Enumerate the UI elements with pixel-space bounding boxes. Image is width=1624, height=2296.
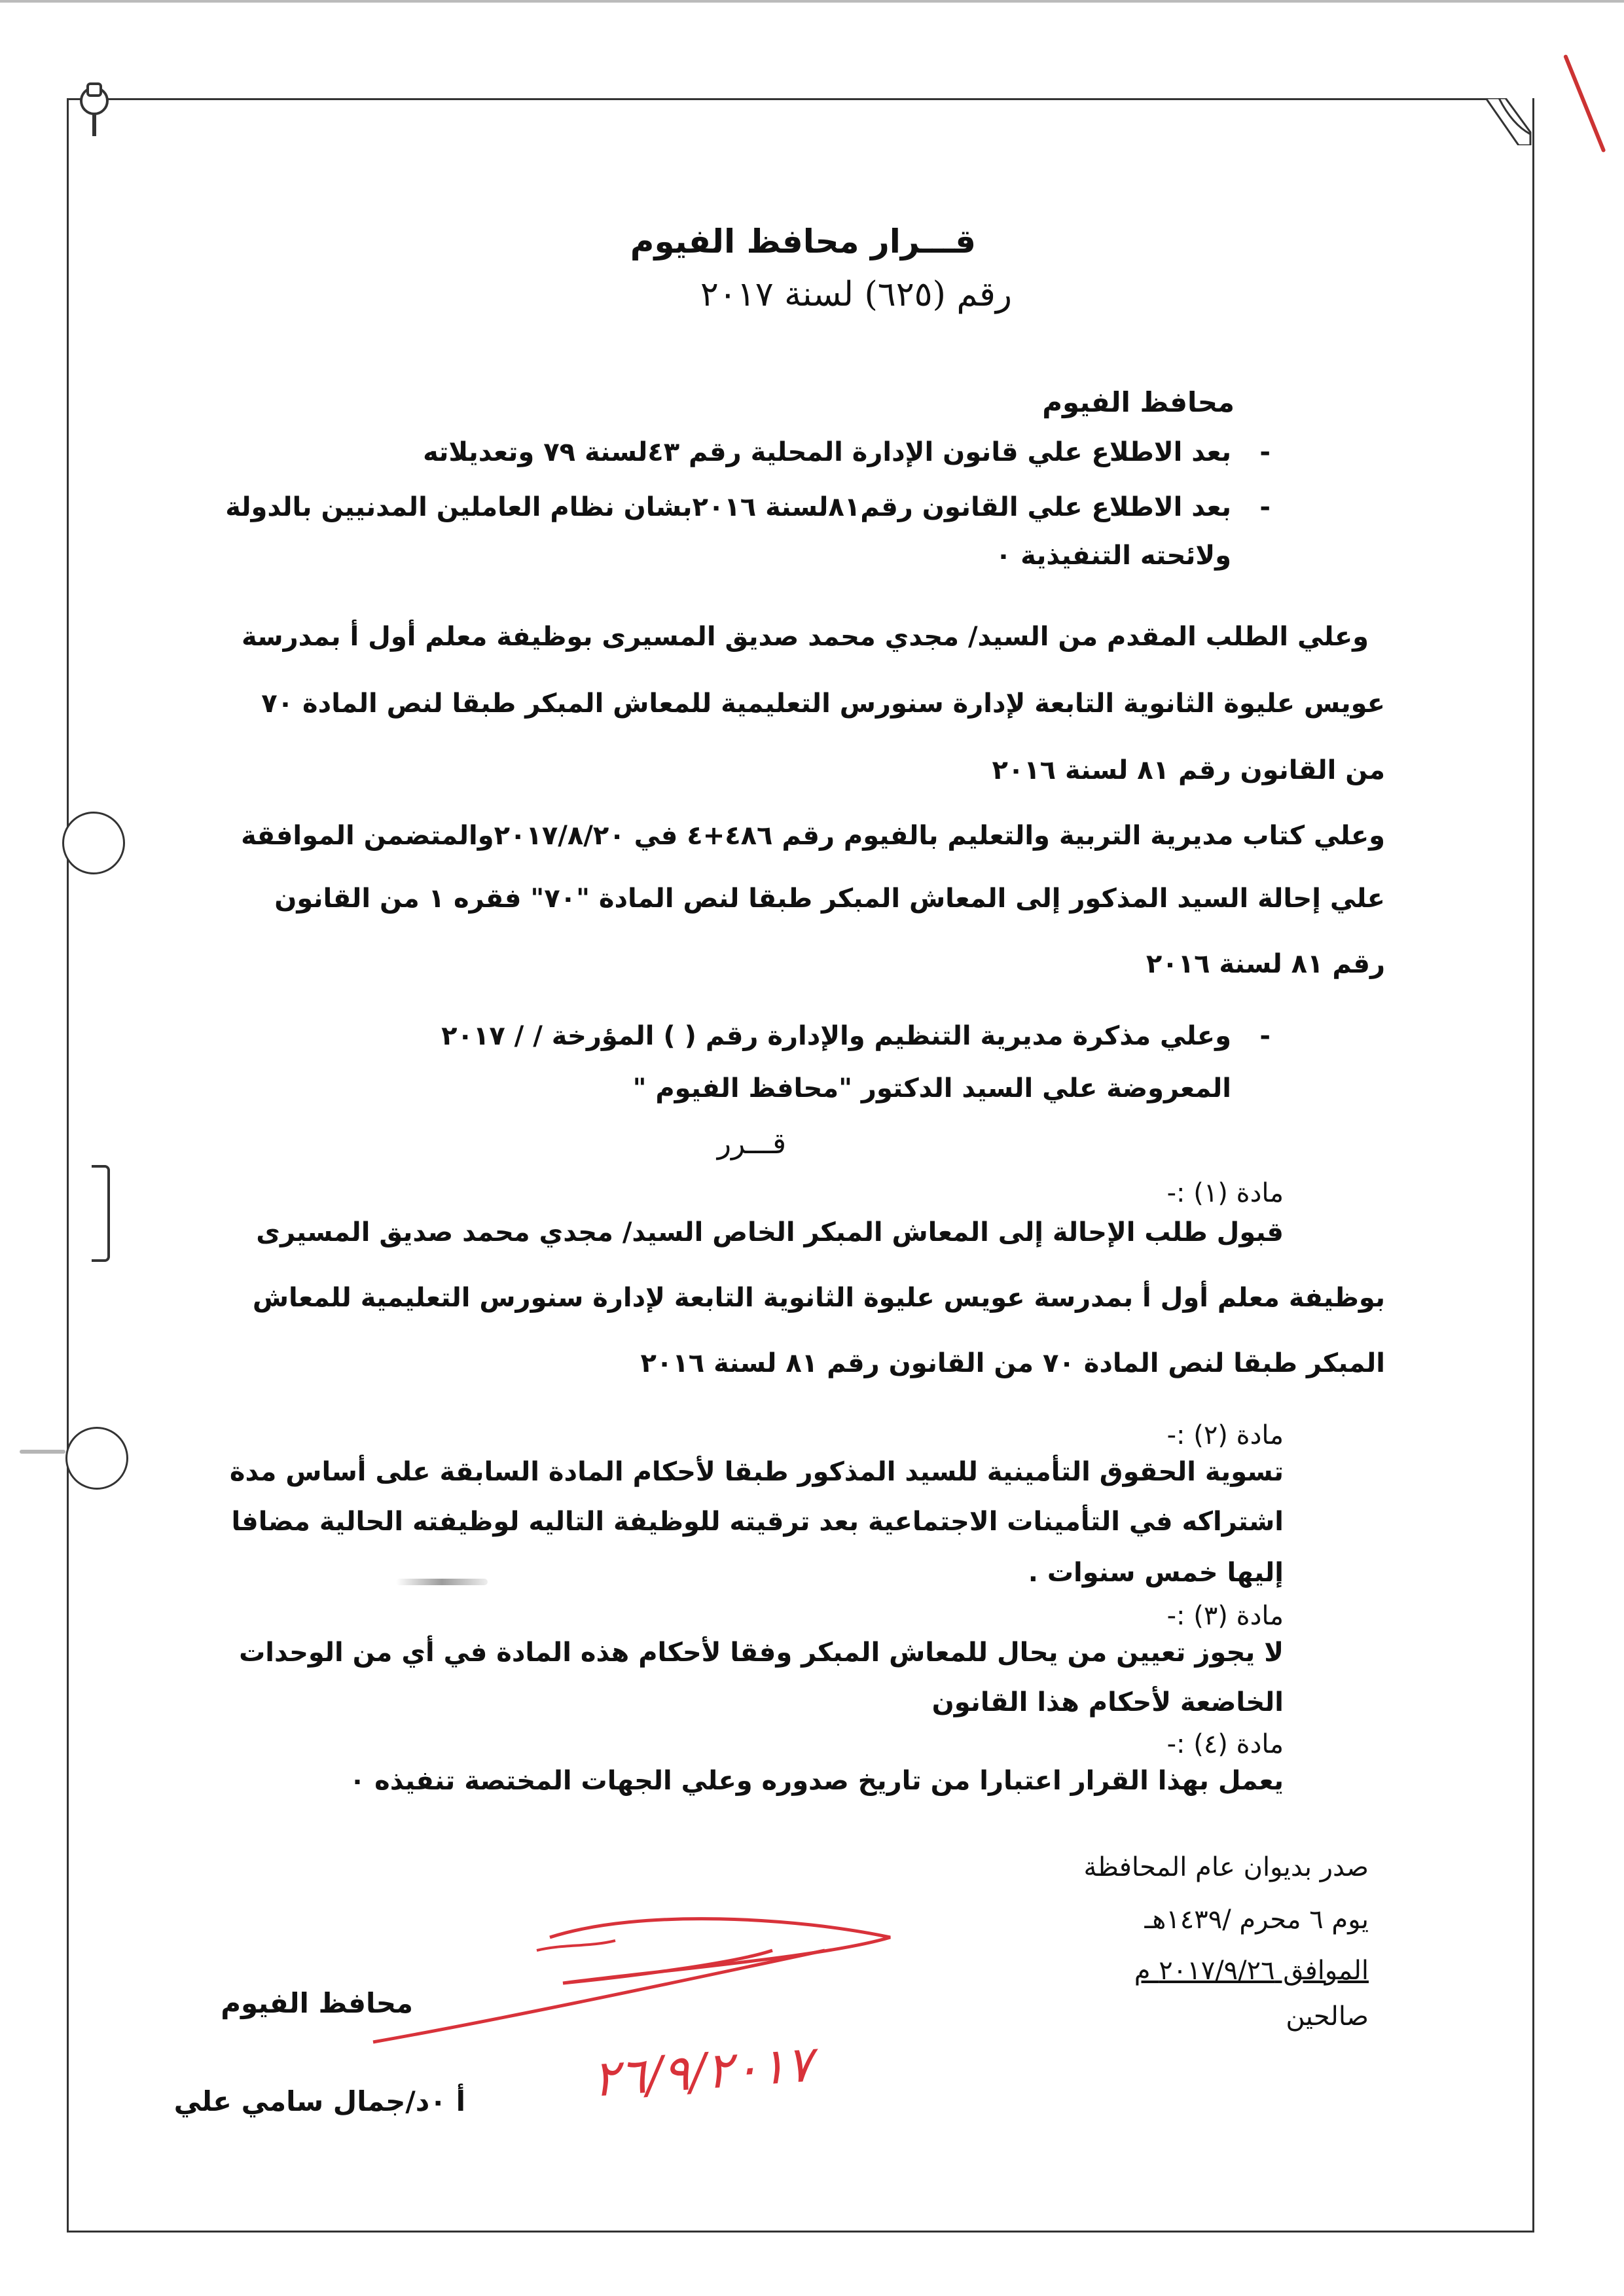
issuance-gregorian-date: الموافق ٢٠١٧/٩/٢٦ م xyxy=(1134,1956,1369,1986)
memo-line-cont: المعروضة علي السيد الدكتور "محافظ الفيوم " xyxy=(632,1073,1231,1103)
handwritten-signature-date: ٢٦/٩/٢٠١٧ xyxy=(590,2034,815,2108)
article-line: تسوية الحقوق التأمينية للسيد المذكور طبقا لأحكام المادة السابقة على أساس مدة xyxy=(229,1457,1284,1487)
article-line: لا يجوز تعيين من يحال للمعاش المبكر وفقا لأحكام هذه المادة في أي من الوحدات xyxy=(239,1638,1284,1668)
article-heading: مادة (٣) :- xyxy=(1166,1601,1284,1631)
scan-smudge xyxy=(396,1579,488,1585)
article-line: إليها خمس سنوات . xyxy=(1028,1558,1284,1588)
issuance-hijri-date: يوم ٦ محرم /١٤٣٩هـ xyxy=(1144,1905,1369,1935)
edge-pen-mark xyxy=(1563,54,1606,153)
article-heading: مادة (٤) :- xyxy=(1166,1729,1284,1759)
directorate-line: وعلي كتاب مديرية التربية والتعليم بالفيوم رقم ٤٨٦+٤ في ٢٠١٧/٨/٢٠والمتضمن الموافقة xyxy=(241,821,1385,851)
issuance-weekday: صالحين xyxy=(1286,2001,1369,2032)
article-line: اشتراكه في التأمينات الاجتماعية بعد ترقيته للوظيفة التاليه لوظيفته الحالية مضافا xyxy=(231,1507,1284,1537)
article-line: يعمل بهذا القرار اعتبارا من تاريخ صدوره وعلي الجهات المختصة تنفيذه ٠ xyxy=(349,1766,1284,1796)
issuer-heading: محافظ الفيوم xyxy=(1042,386,1235,418)
punch-hole xyxy=(65,1427,128,1490)
signatory-title: محافظ الفيوم xyxy=(221,1987,413,2019)
pushpin-icon xyxy=(76,79,113,137)
preamble-item-cont: ولائحته التنفيذية ٠ xyxy=(995,541,1231,571)
decides-heading: قـــرر xyxy=(717,1127,786,1160)
decree-number: رقم (٦٢٥) لسنة ٢٠١٧ xyxy=(700,275,1012,314)
scan-top-edge xyxy=(0,0,1624,3)
request-line: وعلي الطلب المقدم من السيد/ مجدي محمد صديق المسيرى بوظيفة معلم أول أ بمدرسة xyxy=(242,622,1369,652)
directorate-line: رقم ٨١ لسنة ٢٠١٦ xyxy=(1146,949,1385,979)
request-line: من القانون رقم ٨١ لسنة ٢٠١٦ xyxy=(992,755,1385,785)
scan-smudge xyxy=(20,1450,65,1454)
preamble-item: - بعد الاطلاع علي قانون الإدارة المحلية رقم ٤٣لسنة ٧٩ وتعديلاته xyxy=(423,437,1231,467)
directorate-line: علي إحالة السيد المذكور إلى المعاش المبكر طبقا لنص المادة "٧٠" فقره ١ من القانون xyxy=(274,884,1385,914)
signatory-name: أ ٠د/جمال سامي علي xyxy=(173,2085,465,2117)
article-heading: مادة (٢) :- xyxy=(1166,1420,1284,1450)
margin-bracket-mark xyxy=(92,1165,110,1262)
punch-hole xyxy=(62,812,125,874)
memo-line: - وعلي مذكرة مديرية التنظيم والإدارة رقم ( ) المؤرخة / / ٢٠١٧ xyxy=(441,1021,1231,1051)
request-line: عويس عليوة الثانوية التابعة لإدارة سنورس التعليمية للمعاش المبكر طبقا لنص المادة ٧٠ xyxy=(261,689,1385,719)
article-line: بوظيفة معلم أول أ بمدرسة عويس عليوة الثانوية التابعة لإدارة سنورس التعليمية للمعاش xyxy=(252,1283,1385,1313)
article-line: الخاضعة لأحكام هذا القانون xyxy=(931,1687,1284,1717)
dog-ear-fold-icon xyxy=(1486,98,1532,145)
article-line: قبول طلب الإحالة إلى المعاش المبكر الخاص السيد/ مجدي محمد صديق المسيرى xyxy=(256,1217,1284,1247)
handwritten-signature-icon xyxy=(367,1911,903,2055)
issuance-place: صدر بديوان عام المحافظة xyxy=(1083,1852,1369,1882)
article-line: المبكر طبقا لنص المادة ٧٠ من القانون رقم ٨١ لسنة ٢٠١٦ xyxy=(640,1348,1385,1378)
preamble-item: - بعد الاطلاع علي القانون رقم٨١لسنة ٢٠١٦بشان نظام العاملين المدنيين بالدولة xyxy=(225,492,1231,522)
article-heading: مادة (١) :- xyxy=(1166,1178,1284,1208)
decree-title: قـــرار محافظ الفيوم xyxy=(630,223,976,260)
